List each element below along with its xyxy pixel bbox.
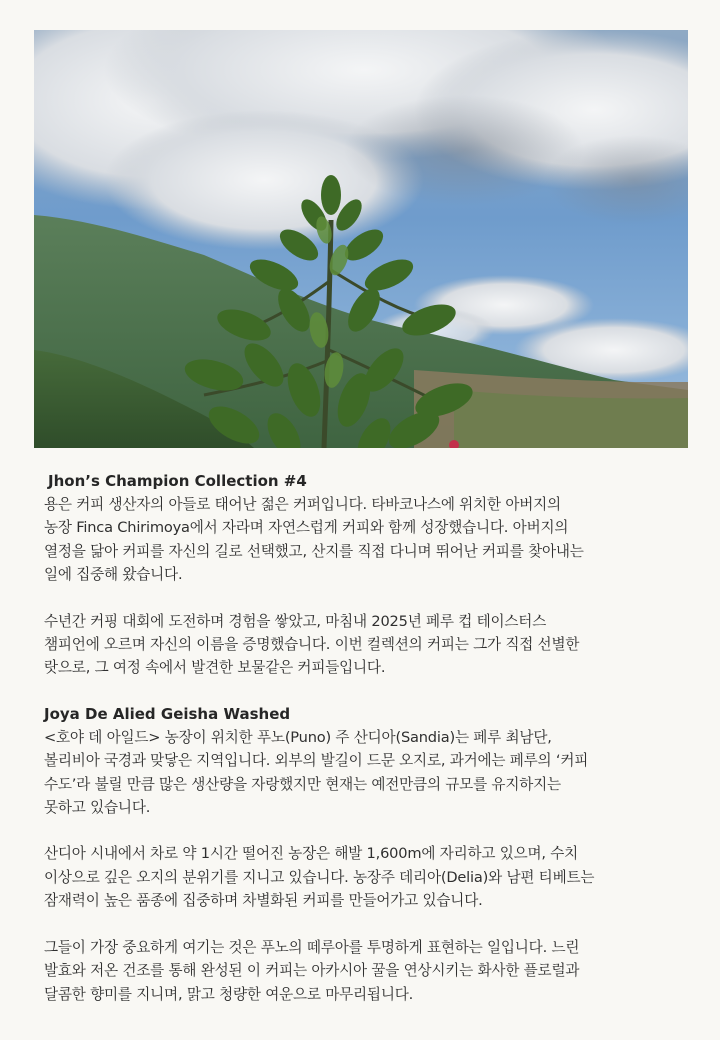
hero-photo [34, 30, 688, 448]
text-line: 못하고 있습니다. [44, 799, 151, 817]
text-line: 용은 커피 생산자의 아들로 태어난 젊은 커퍼입니다. 타바코나스에 위치한 아버지의 [44, 496, 561, 513]
hero-photo-icon [34, 30, 688, 448]
coffee-paragraph-3 [44, 936, 684, 1006]
collection-title: Jhon’s Champion Collection #4 [48, 472, 307, 490]
coffee-paragraph-2 [44, 842, 684, 912]
text-line: 농장 Finca Chirimoya에서 자라며 자연스럽게 커피와 함께 성장했습니다. 아버지의 [44, 519, 569, 537]
text-line: 볼리비아 국경과 맞닿은 지역입니다. 외부의 발길이 드문 오지로, 과거에는 페루의 ‘커피 [44, 752, 589, 770]
intro-paragraph-2 [44, 610, 684, 680]
text-line: 랏으로, 그 여정 속에서 발견한 보물같은 커피들입니다. [44, 659, 386, 677]
text-line: 열정을 닮아 커피를 자신의 길로 선택했고, 산지를 직접 다니며 뛰어난 커피를 찾아내는 [44, 542, 584, 560]
coffee-paragraph-1 [44, 726, 684, 820]
text-line: 산디아 시내에서 차로 약 1시간 떨어진 농장은 해발 1,600m에 자리하고 있으며, 수치 [44, 845, 579, 863]
text-line: 수도’라 불릴 만큼 많은 생산량을 자랑했지만 현재는 예전만큼의 규모를 유지하지는 [44, 775, 561, 793]
coffee-title: Joya De Alied Geisha Washed [44, 704, 291, 723]
intro-paragraph-1 [44, 493, 684, 587]
text-line: 달콤한 향미를 지니며, 맑고 청량한 여운으로 마무리됩니다. [44, 985, 414, 1003]
text-line: 잠재력이 높은 품종에 집중하며 차별화된 커피를 만들어가고 있습니다. [44, 892, 483, 910]
text-line: 수년간 커핑 대회에 도전하며 경험을 쌓았고, 마침내 2025년 페루 컵 테이스터스 [44, 612, 547, 630]
text-line: <호야 데 아일드> 농장이 위치한 푸노(Puno) 주 산디아(Sandia)는 페루 최남단, [44, 728, 552, 746]
article-content [44, 470, 684, 1006]
text-line: 일에 집중해 왔습니다. [44, 566, 183, 584]
text-line: 발효와 저온 건조를 통해 완성된 이 커피는 아카시아 꿀을 연상시키는 화사한 플로럴과 [44, 962, 580, 980]
text-line: 그들이 가장 중요하게 여기는 것은 푸노의 떼루아를 투명하게 표현하는 일입니다. 느린 [44, 938, 580, 956]
text-line: 챔피언에 오르며 자신의 이름을 증명했습니다. 이번 컬렉션의 커피는 그가 직접 선별한 [44, 636, 580, 654]
text-line: 이상으로 깊은 오지의 분위기를 지니고 있습니다. 농장주 데리아(Delia)와 남편 티베트는 [44, 868, 595, 886]
